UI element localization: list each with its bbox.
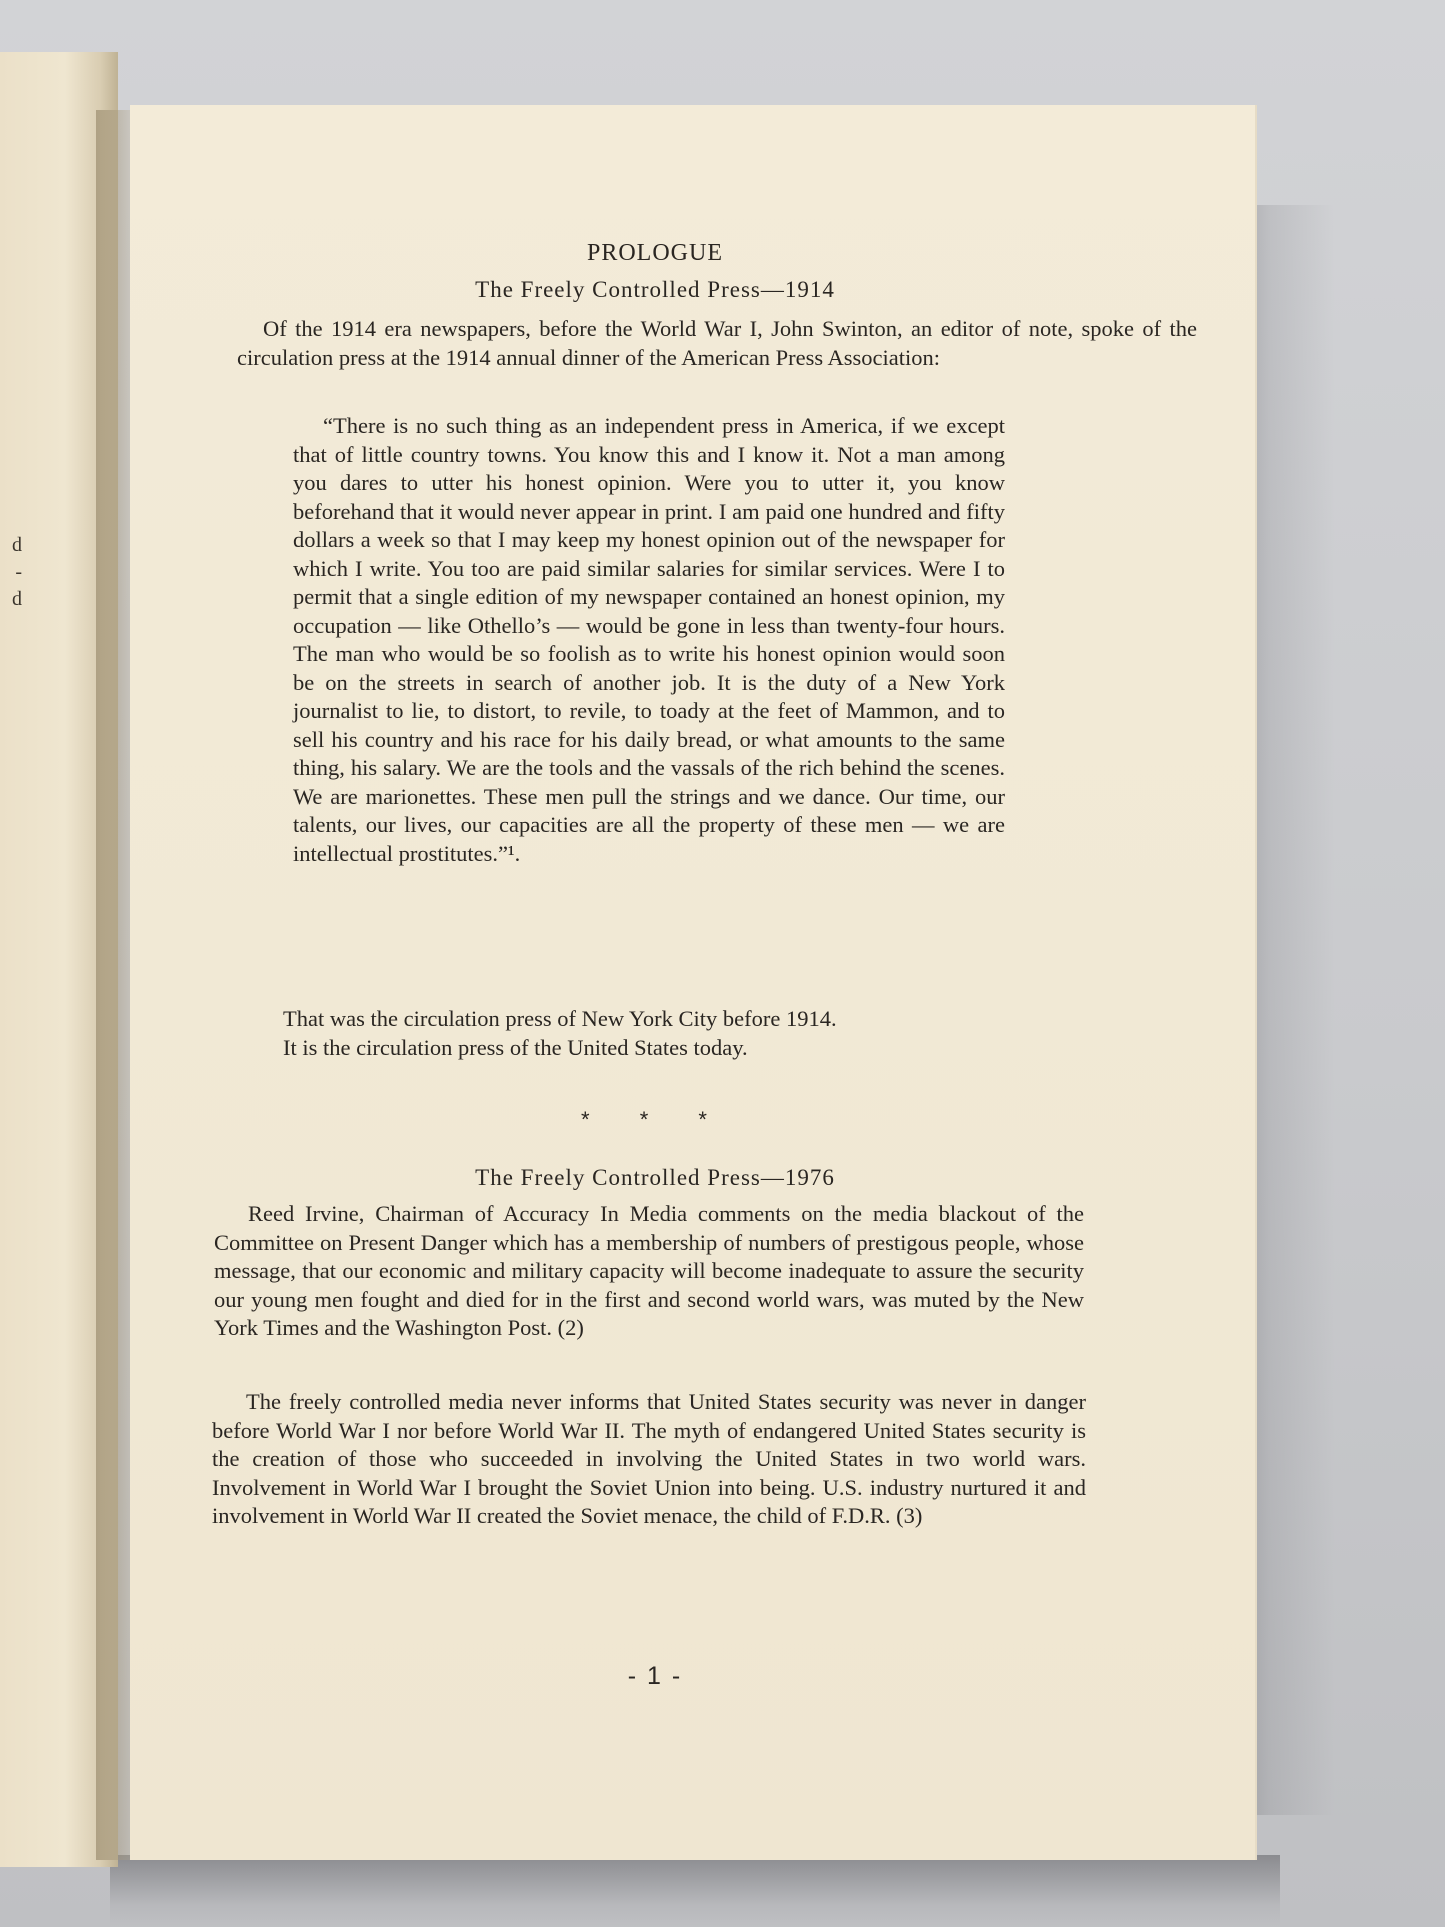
- irvine-paragraph: Reed Irvine, Chairman of Accuracy In Media comments on the media blackout of the Committee on Present Danger which has a membership of numbers of prestigous people, whose message, that our economic and military capacity will become inadequate to assure the security our young men fought and died for in the first and second world wars, was muted by the New York Times and the Washington Post. (2): [214, 1201, 1084, 1340]
- book-page: [130, 105, 1255, 1860]
- bottom-shadow: [110, 1855, 1280, 1927]
- after-quote: [283, 1005, 1043, 1062]
- after-quote-line: That was the circulation press of New York City before 1914.: [283, 1006, 837, 1031]
- facing-page-text-fragments: [0, 532, 22, 613]
- section-heading-1914: The Freely Controlled Press—1914: [475, 277, 835, 302]
- fragment-line: d: [12, 534, 22, 556]
- swinton-quote: “There is no such thing as an independent press in America, if we except that of little country towns. You know this and I know it. Not a man among you dares to utter his honest opinion. Were you to utter it, you know beforehand that it would never appear in print. I am paid one hundred and fifty dollars a week so that I may keep my honest opinion out of the newspaper for which I write. You too are paid similar salaries for similar services. Were I to permit that a single edition of my newspaper contained an honest opinion, my occupation — like Othello’s — would be gone in less than twenty-four hours. The man who would be so foolish as to write his honest opinion would soon be on the streets in search of another job. It is the duty of a New York journalist to lie, to distort, to revile, to toady at the feet of Mammon, and to sell his country and his race for his daily bread, or what amounts to the same thing, his salary. We are the tools and the vassals of the rich behind the scenes. We are marionettes. These men pull the strings and we dance. Our time, our talents, our lives, our capacities are all the property of these men — we are intellectual prostitutes.”¹.: [293, 413, 1005, 866]
- page-number: - 1 -: [627, 1662, 683, 1690]
- after-quote-line: It is the circulation press of the United States today.: [283, 1034, 748, 1060]
- fragment-line: d: [12, 588, 22, 610]
- page-content: [130, 105, 1255, 1860]
- page-title: PROLOGUE: [586, 240, 723, 266]
- media-paragraph: The freely controlled media never informs that United States security was never in danger before World War I nor before World War II. The myth of endangered United States security is the creation of those who succeeded in involving the United States in two world wars. Involvement in World War I brought the Soviet Union into being. U.S. industry nurtured it and involvement in World War II created the Soviet menace, the child of F.D.R. (3): [212, 1389, 1086, 1528]
- section-separator: * * *: [581, 1107, 729, 1132]
- section-heading-1976: The Freely Controlled Press—1976: [475, 1165, 835, 1190]
- fragment-line: -: [15, 561, 22, 583]
- intro-paragraph: Of the 1914 era newspapers, before the World War I, John Swinton, an editor of note, spoke of the circulation press at the 1914 annual dinner of the American Press Association:: [237, 316, 1197, 370]
